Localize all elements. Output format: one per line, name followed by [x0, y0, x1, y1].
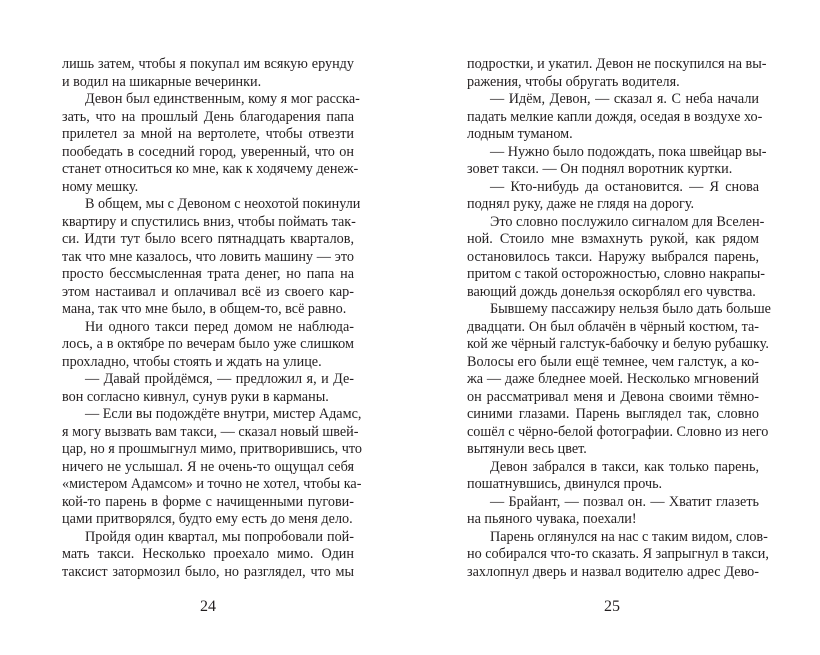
text-line: вающий дождь донельзя оскорблял его чувства.: [467, 283, 756, 300]
left-page-text: [62, 56, 363, 581]
text-line: этом настаивал и оплачивал всё из своего кар-: [62, 283, 354, 300]
text-line: остановилось такси. Наружу выбрался парень,: [467, 248, 759, 265]
text-line: станет относиться ко мне, как к ходячему денеж-: [62, 161, 359, 177]
text-line: пошатнувшись, двинулся прочь.: [467, 476, 663, 492]
text-line: прохладно, чтобы стоять и ждать на улице.: [62, 353, 322, 370]
text-line: Девон был единственным, кому я мог расска-: [85, 91, 360, 107]
text-line: лодным туманом.: [467, 126, 573, 142]
text-line: кой-то парень в форме с начищенными пугови-: [62, 493, 354, 510]
text-line: и водил на шикарные вечеринки.: [62, 73, 262, 90]
text-line: поднял руку, даже не глядя на дорогу.: [467, 196, 695, 212]
text-line: Девон забрался в такси, как только парень,: [490, 458, 759, 475]
text-line: лось, а в октябре по вечерам было уже слишком: [62, 336, 354, 352]
text-line: просто бессмысленная трата денег, но папа на: [62, 266, 354, 282]
text-line: мать такси. Несколько проехало мимо. Один: [62, 546, 354, 562]
page-number-left: 24: [200, 598, 216, 615]
text-line: ничего не услышал. Я не очень-то ощущал себя: [62, 458, 354, 475]
text-line: квартиру и спустились вниз, чтобы поймать так-: [62, 213, 356, 230]
text-line: В общем, мы с Девоном с неохотой покинули: [85, 196, 361, 212]
text-line: на пьяного чувака, поехали!: [467, 511, 637, 527]
text-line: но собирался что-то сказать. Я запрыгнул в такси,: [467, 546, 769, 562]
page-number-right: 25: [604, 598, 620, 615]
text-line: притом с такой осторожностью, словно накрапы-: [467, 266, 765, 282]
text-line: падать мелкие капли дождя, оседая в воздухе хо-: [467, 108, 763, 125]
text-line: подростки, и укатил. Девон не поскупился на вы-: [467, 56, 767, 72]
text-line: прилетел за мной на вертолете, чтобы отвезти: [62, 126, 354, 142]
text-line: так что мне казалось, что ловить машину — это: [62, 248, 354, 265]
text-line: он рассматривал меня и Девона своими тёмно-: [467, 388, 759, 405]
text-line: — Идём, Девон, — сказал я. С неба начали: [490, 91, 759, 107]
text-line: «мистером Адамсом» и точно не хотел, чтобы ка-: [62, 476, 362, 492]
text-line: ной. Стоило мне взмахнуть рукой, как рядом: [467, 231, 759, 247]
text-line: — Нужно было подождать, пока швейцар вы-: [490, 143, 767, 160]
text-line: синими глазами. Парень выглядел так, словно: [467, 406, 759, 422]
text-line: — Если вы подождёте внутри, мистер Адамс,: [85, 406, 362, 422]
text-line: жа — даже бледнее моей. Несколько мгновений: [467, 371, 759, 387]
text-line: цами притворялся, будто ему есть до меня дело.: [62, 511, 353, 527]
text-line: Ни одного такси перед домом не наблюда-: [85, 318, 354, 335]
text-line: цар, но я прошмыгнул мимо, притворившись, что: [62, 441, 363, 457]
text-line: пообедать в соседний город, уверенный, что он: [62, 143, 354, 160]
text-line: таксист затормозил было, но разглядел, что мы: [62, 563, 354, 580]
text-line: мана, так что мне было, в общем-то, всё равно.: [62, 301, 347, 317]
text-line: сошёл с чёрно-белой фотографии. Словно из него: [467, 423, 769, 440]
text-line: захлопнул дверь и назвал водителю адрес Дево-: [467, 563, 759, 580]
text-line: Волосы его были ещё темнее, чем галстук, а ко-: [467, 353, 759, 370]
text-line: — Кто-нибудь да остановится. — Я снова: [490, 178, 759, 195]
text-line: вон согласно кивнул, сунув руки в карманы.: [62, 388, 329, 405]
text-line: Парень оглянулся на нас с таким видом, слов-: [490, 528, 768, 545]
text-line: зать, что на прошлый День благодарения папа: [62, 108, 354, 125]
text-line: лишь затем, чтобы я покупал им всякую ерунду: [62, 56, 354, 72]
right-page-text: [467, 56, 771, 581]
text-line: си. Идти тут было всего пятнадцать кварталов,: [62, 231, 354, 247]
text-line: вытянули весь цвет.: [467, 441, 587, 457]
text-line: — Брайант, — позвал он. — Хватит глазеть: [490, 493, 759, 510]
text-line: я могу вызвать вам такси, — сказал новый швей-: [62, 423, 359, 440]
text-line: Пройдя один квартал, мы попробовали пой-: [85, 528, 354, 545]
text-line: — Давай пройдёмся, — предложил я, и Де-: [85, 371, 354, 387]
text-line: двадцати. Он был облачён в чёрный костюм, та-: [467, 318, 759, 335]
text-line: ному мешку.: [62, 178, 139, 195]
text-line: ражения, чтобы обругать водителя.: [467, 73, 680, 90]
text-line: Бывшему пассажиру нельзя было дать больше: [490, 301, 771, 317]
text-line: кой же чёрный галстук-бабочку и белую рубашку.: [467, 336, 769, 352]
text-line: Это словно послужило сигналом для Вселен-: [490, 213, 765, 230]
text-line: зовет такси. — Он поднял воротник куртки.: [467, 161, 733, 177]
